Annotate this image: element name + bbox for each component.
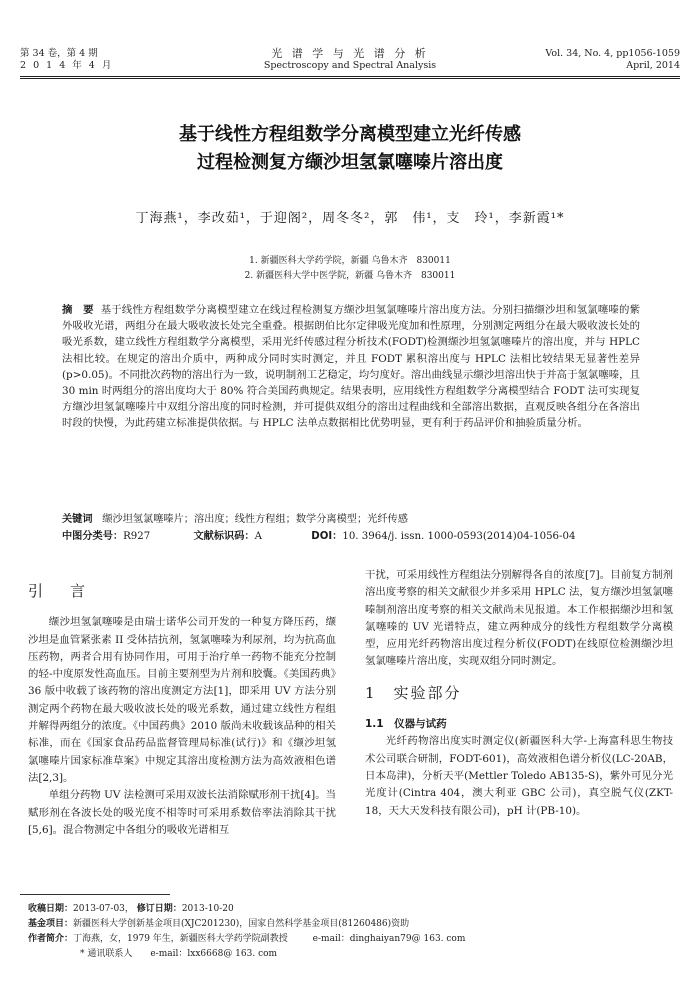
author-bio-line [28,932,678,947]
left-column [28,583,336,839]
pub-month-text: April, 2014 [626,60,680,71]
title-line-2: 过程检测复方缬沙坦氢氯噻嗪片溶出度 [197,152,503,173]
dates-line [28,902,678,917]
vol-pages-text: Vol. 34, No. 4, pp1056-1059 [545,48,680,59]
experimental-heading: 1 实验部分 [365,683,462,702]
received-label: 收稿日期： [28,904,74,914]
journal-name [200,48,500,72]
keywords [62,512,652,528]
volume-issue-text: 第 34 卷，第 4 期 [20,48,98,59]
author-bio-label: 作者简介： [28,934,74,944]
fund-label: 基金项目： [28,919,74,929]
classification-line [62,529,652,545]
author-list: 丁海燕¹，李改茹¹，于迎阁²，周冬冬²，郭 伟¹，支 玲¹，李新霞¹* [135,211,565,226]
instruments-subheading: 1.1 仪器与试药 [365,718,447,731]
doi-label: DOI： [311,531,343,542]
corresponding-author: * 通讯联系人 e-mail：lxx6668@ 163. com [80,949,278,959]
footnote-rule [20,894,170,895]
header-rule-2 [20,78,680,79]
author-email: e-mail：dinghaiyan79@ 163. com [312,934,466,944]
journal-volume-issue [20,48,113,72]
accepted-date: 2013-10-20 [181,904,234,914]
intro-heading: 引 言 [28,582,92,600]
fund-line [28,917,678,932]
instruments-paragraph: 光纤药物溶出度实时测定仪(新疆医科大学-上海富科思生物技术公司联合研制，FODT-601)，高效液相色谱分析仪(LC-20AB，日本岛津)，分析天平(Mettler Toledo AB135-S)，紫外可见分光光度计(Cintra 404，澳大利亚 GBC 公司)，真空脱气仪(ZKT-18，天大天发科技有限公司)，pH 计(PB-10)。 [365,735,673,817]
abstract-label: 摘 要 [62,304,94,316]
clc-value: R927 [123,531,151,542]
journal-name-cn: 光 谱 学 与 光 谱 分 析 [271,47,429,60]
received-date: 2013-07-03， [73,904,134,914]
clc-label: 中图分类号： [62,531,124,542]
doc-code-label: 文献标识码： [193,531,255,542]
doc-code-value: A [254,531,262,542]
abstract-text: 基于线性方程组数学分离模型建立在线过程检测复方缬沙坦氢氯噻嗪片溶出度方法。分别扫描缬沙坦和氢氯噻嗪的紫外吸收光谱，两组分在最大吸收波长处完全重叠。根据朗伯比尔定律吸光度加和性原理，分别测定两组分在最大吸收波长处的吸光系数，建立线性方程组数学分离模型，采用光纤传感过程分析技术(FODT)检测缬沙坦氢氯噻嗪片的溶出度，并与 HPLC 法相比较。在规定的溶出介质中，两种成分同时实时测定，并且 FODT 累积溶出度与 HPLC 法相比较结果无显著性差异(p>0.05)。不同批次药物的溶出行为一致，说明制剂工艺稳定，均匀度好。溶出曲线显示缬沙坦溶出快于并高于氢氯噻嗪，且 30 min 时两组分的溶出度均大于 80% 符合美国药典规定。结果表明，应用线性方程组数学分离模型结合 FODT 法可实现复方缬沙坦氢氯噻嗪片中双组分溶出度的同时检测，并可提供双组分的溶出过程曲线和全部溶出数据，直观反映各组分在各溶出时段的快慢，为此药建立标准提供依据。与 HPLC 法单点数据相比优势明显，更有利于药品评价和抽验质量分析。 [62,304,640,430]
right-column [365,567,673,820]
journal-name-en: Spectroscopy and Spectral Analysis [263,60,437,71]
affiliations [0,254,700,284]
keywords-label: 关键词 [62,514,93,525]
accepted-label: 修订日期： [136,904,182,914]
paper-title [0,121,700,177]
affiliation-2: 2. 新疆医科大学中医学院，新疆 乌鲁木齐 830011 [244,271,456,281]
header-rule [20,76,680,77]
intro-paragraph-2: 单组分药物 UV 法检测可采用双波长法消除赋形剂干扰[4]。当赋形剂在各波长处的吸光度不相等时可采用系数倍率法消除其干扰[5,6]。混合物测定中各组分的吸收光谱相互 [28,789,336,836]
fund-text: 新疆医科大学创新基金项目(XJC201230)，国家自然科学基金项目(81260486)资助 [73,919,410,929]
footnotes [28,902,678,962]
affiliation-1: 1. 新疆医科大学药学院，新疆 乌鲁木齐 830011 [249,256,451,266]
intro-paragraph-3: 干扰，可采用线性方程组法分别解得各自的浓度[7]。目前复方制剂溶出度考察的相关文献很少并多采用 HPLC 法，复方缬沙坦氢氯噻嗪制剂溶出度考察的相关文献尚未见报道。本工作根据缬沙坦和氢氯噻嗪的 UV 光谱特点，建立两种成分的线性方程组数学分离模型，应用光纤药物溶出度过程分析仪(FODT)在线原位检测缬沙坦氢氯噻嗪片溶出度，实现双组分同时测定。 [365,569,673,668]
title-line-1: 基于线性方程组数学分离模型建立光纤传感 [179,124,521,145]
keywords-text: 缬沙坦氢氯噻嗪片；溶出度；线性方程组；数学分离模型；光纤传感 [102,514,408,525]
journal-pages [545,48,680,72]
abstract [62,302,640,432]
author-bio-text: 丁海燕，女，1979 年生，新疆医科大学药学院副教授 [73,934,288,944]
doi-value: 10. 3964/j. issn. 1000-0593(2014)04-1056-04 [342,531,576,542]
intro-paragraph-1: 缬沙坦氢氯噻嗪是由瑞士诺华公司开发的一种复方降压药，缬沙坦是血管紧张素 II 受体拮抗剂，氢氯噻嗪为利尿剂，均为抗高血压药物，两者合用有协同作用，可用于治疗单一药物不能充分控制的轻-中度原发性高血压。目前主要剂型为片剂和胶囊。《美国药典》36 版中收载了该药物的溶出度测定方法[1]，即采用 UV 方法分别测定两个药物在最大吸收波长处的吸光系数，通过建立线性方程组并解得两组分的浓度。《中国药典》2010 版尚未收载该品种的相关标准，而在《国家食品药品监督管理局标准(试行)》和《缬沙坦氢氯噻嗪片国家标准草案》中规定其溶出度检测方法为高效液相色谱法[2,3]。 [28,616,336,784]
issue-date-text: 2 0 1 4 年 4 月 [20,60,114,71]
